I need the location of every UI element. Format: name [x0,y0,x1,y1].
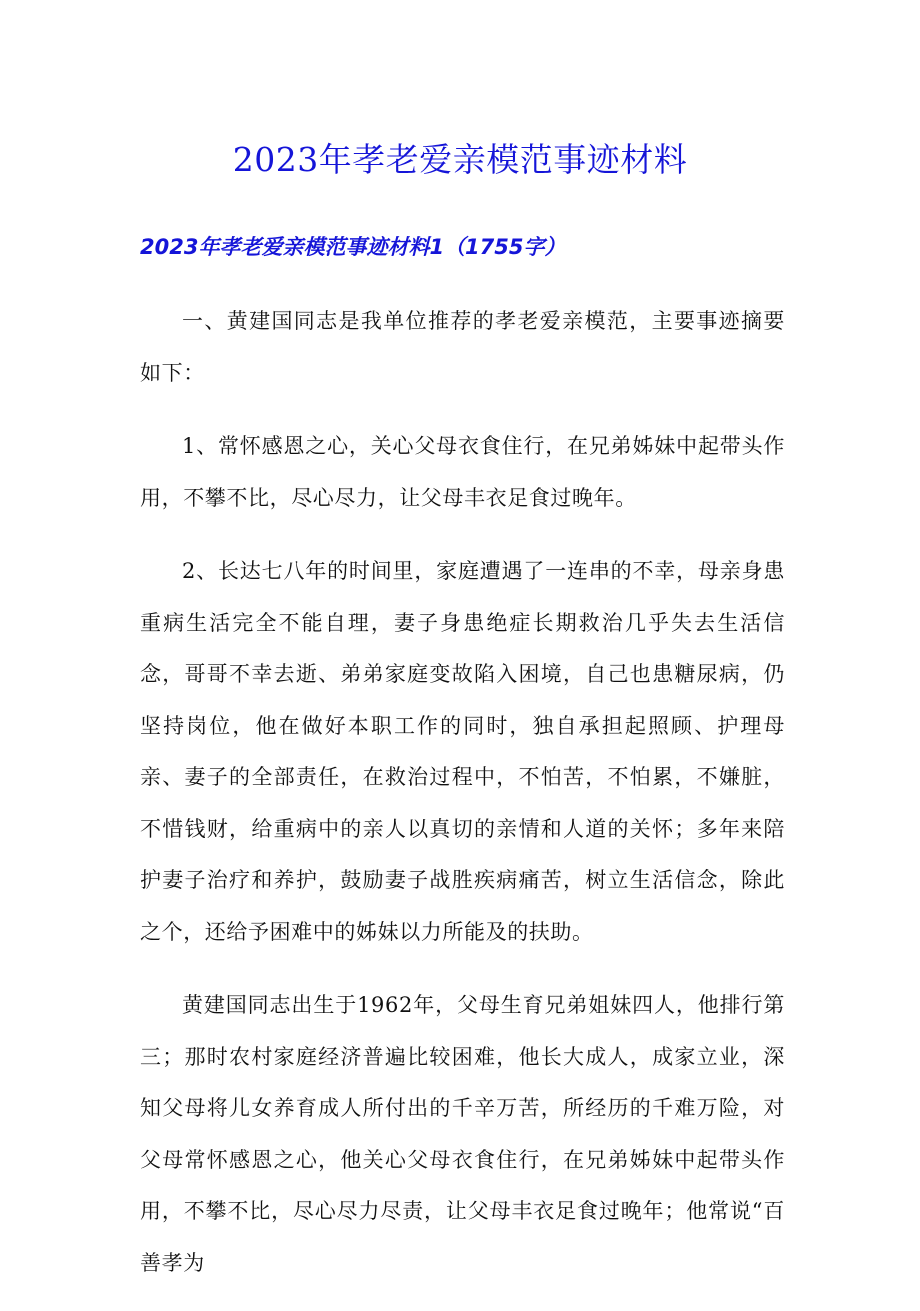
document-title: 2023年孝老爱亲模范事迹材料 [232,140,688,179]
paragraph-biography: 黄建国同志出生于1962年，父母生育兄弟姐妹四人，他排行第三；那时农村家庭经济普遍比较困难，他长大成人，成家立业，深知父母将儿女养育成人所付出的千辛万苦，所经历的千难万险，对父母常怀感恩之心，他关心父母衣食住行，在兄弟姊妹中起带头作用，不攀不比，尽心尽力尽责，让父母丰衣足食过晚年；他常说“百善孝为 [140,993,785,1275]
paragraph-item-2: 2、长达七八年的时间里，家庭遭遇了一连串的不幸，母亲身患重病生活完全不能自理，妻子身患绝症长期救治几乎失去生活信念，哥哥不幸去逝、弟弟家庭变故陷入困境，自己也患糖尿病，仍坚持岗位，他在做好本职工作的同时，独自承担起照顾、护理母亲、妻子的全部责任，在救治过程中，不怕苦，不怕累，不嫌脏，不惜钱财，给重病中的亲人以真切的亲情和人道的关怀；多年来陪护妻子治疗和养护，鼓励妻子战胜疾病痛苦，树立生活信念，除此之个，还给予困难中的姊妹以力所能及的扶助。 [140,559,785,944]
paragraph-item-1: 1、常怀感恩之心，关心父母衣食住行，在兄弟姊妹中起带头作用，不攀不比，尽心尽力，让父母丰衣足食过晚年。 [140,434,785,510]
section-heading: 2023年孝老爱亲模范事迹材料1（1755字） [140,235,566,259]
document-body [140,296,785,1311]
paragraph-intro: 一、黄建国同志是我单位推荐的孝老爱亲模范，主要事迹摘要如下： [140,309,785,385]
